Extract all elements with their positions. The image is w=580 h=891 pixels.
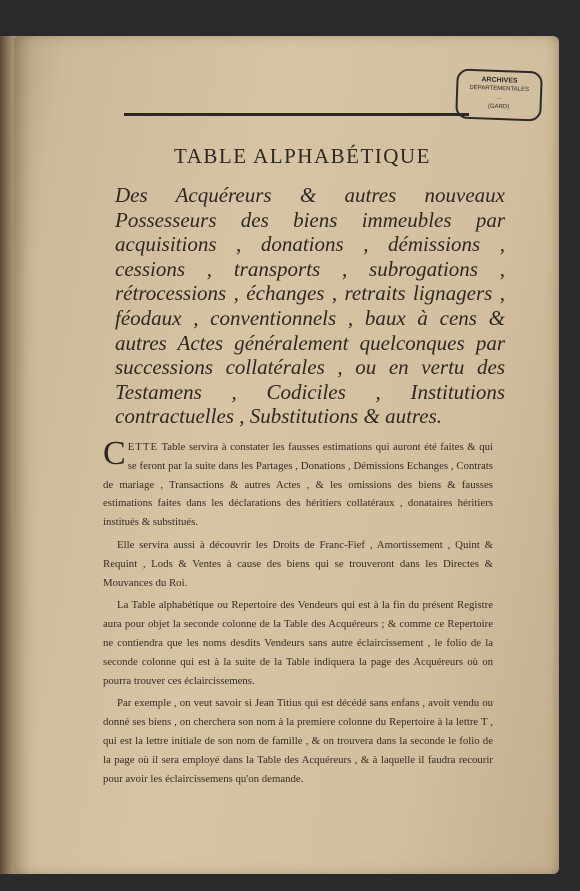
- page-subtitle: Des Acquéreurs & autres nouveaux Possesseurs des biens immeubles par acquisitions , donations , démissions , cessions , transports , subrogations , rétrocessions , échanges , retraits lignagers , féodaux , conventionnels , baux à cens & autres Actes généralement quelconques par successions collatérales , ou en vertu des Testamens , Codiciles , Institutions contractuelles , Substitutions & autres.: [115, 183, 505, 429]
- stamp-line-4: (GARD): [487, 103, 510, 111]
- paragraph-1-lead: ETTE: [127, 441, 159, 453]
- body-text: [103, 435, 493, 792]
- paragraph-1: [103, 435, 493, 532]
- paragraph-2: Elle servira aussi à découvrir les Droits de Franc-Fief , Amortissement , Quint & Requint , Lods & Ventes à cause des biens qui se trouveront dans les Directes & Mouvances du Roi.: [103, 538, 493, 589]
- header-rule: [124, 113, 469, 116]
- drop-cap: C: [103, 435, 126, 472]
- stamp-line-2: DÉPARTEMENTALES: [469, 84, 530, 94]
- page-title: TABLE ALPHABÉTIQUE: [174, 144, 431, 168]
- stamp-line-3: ...: [496, 94, 502, 102]
- paragraph-4: Par exemple , on veut savoir si Jean Titius qui est décédé sans enfans , avoit vendu ou donné ses biens , on cherchera son nom à la premiere colonne du Repertoire à la lettre T , qui est la lettre initiale de son nom de famille , & on trouvera dans la seconde le folio de la page où il sera employé dans la Table des Acquéreurs , & à laquelle il faudra recourir pour avoir les éclaircissemens qu'on demande.: [103, 697, 493, 785]
- stamp-line-1: ARCHIVES: [481, 76, 518, 85]
- paragraph-3: La Table alphabétique ou Repertoire des Vendeurs qui est à la fin du présent Registre aura pour objet la seconde colonne de la Table des Acquéreurs ; & comme ce Repertoire ne contiendra que les noms desdits Vendeurs sans autre éclaircissement , le folio de la seconde colonne qui est à la suite de la Table indiquera la page des Acquéreurs où on pourra trouver ces éclaircissemens.: [103, 599, 493, 687]
- paragraph-1-text: Table servira à constater les fausses estimations qui auront été faites & qui se feront par la suite dans les Partages , Donations , Démissions Echanges , Contrats de mariage , Transactions & autres Actes , & les omissions des biens & fausses estimations faites dans les déclarations des héritiers collatéraux , donataires héritiers institués & substitués.: [103, 441, 493, 529]
